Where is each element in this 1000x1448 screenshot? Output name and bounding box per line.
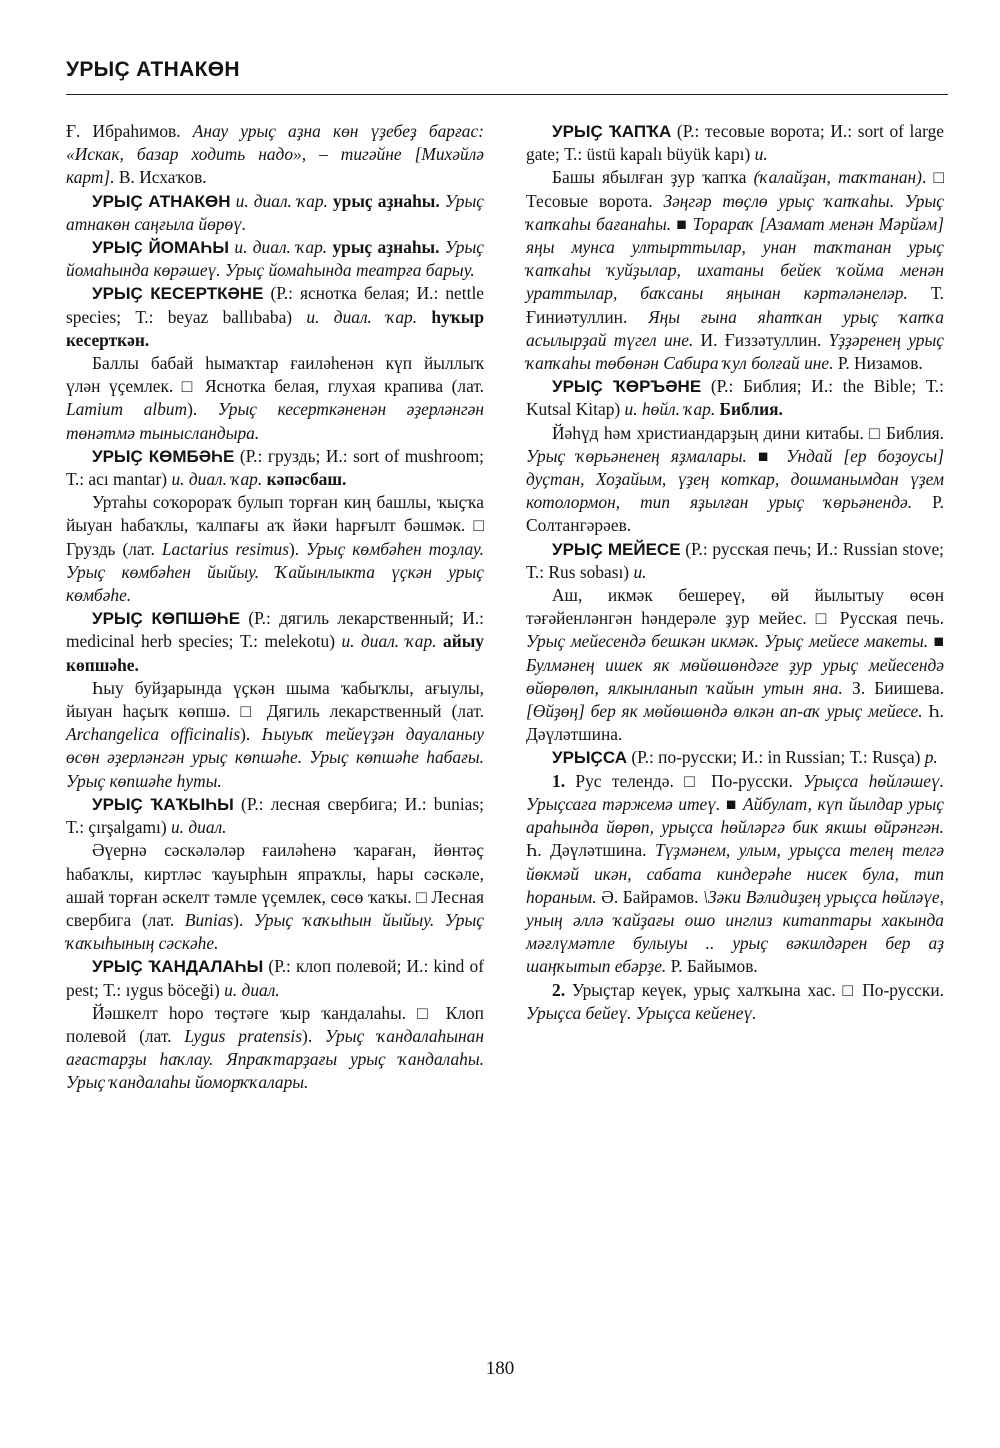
text-run: Аш, икмәк бешереү, өй йылытыу өсөн тәғәйенләнгән һәндерәле ҙур мейес. □ Русская печь. xyxy=(526,585,944,629)
italic-text: и. xyxy=(754,144,768,165)
headword: УРЫҪ ҠАПҠА xyxy=(552,122,672,141)
definition-paragraph xyxy=(526,770,944,979)
bold-reference: 1. xyxy=(552,770,566,791)
italic-text: и. диал. ҡар. xyxy=(230,190,333,211)
text-run: Һ. Дәүләтшина. xyxy=(526,840,655,861)
text-run: Башы ябылған ҙур ҡапҡа xyxy=(552,167,754,188)
headword: УРЫҪ АТНАКӨН xyxy=(92,191,231,211)
dictionary-entry xyxy=(526,746,944,769)
text-run: Рус телендә. □ По-русски. xyxy=(565,770,804,791)
dictionary-entry xyxy=(66,607,484,677)
text-run: Т. Ғиниәтуллин. xyxy=(526,283,944,327)
text-run: (Р.: лесная свербига; И.: bunias; Т.: çırşalgamı) xyxy=(66,793,484,838)
italic-text: Lygus pratensis xyxy=(184,1025,303,1046)
text-run: Әүернә сәскәләләр ғаиләһенә ҡараған, йөнтәҫ һабаҡлы, киртләс ҡауырһын япраҡлы, һары сәскәле, ашай торған әскелт тәмле үҫемлек, сөсө ҡаҡы. □ Лесная свербига (лат. xyxy=(66,840,484,930)
dictionary-entry xyxy=(66,236,484,282)
italic-text: р. xyxy=(924,747,938,768)
page-number: 180 xyxy=(485,1358,515,1379)
text-run: Баллы бабай һымаҡтар ғаиләһенән күп йыллыҡ үлән үҫемлек. □ Яснотка белая, глухая крапива (лат. xyxy=(66,353,484,397)
bold-reference: 2. xyxy=(552,979,566,1000)
text-run: (Р.: груздь; И.: sort of mushroom; Т.: acı mantar) xyxy=(66,445,484,490)
italic-text: Һыуыҡ тейеүҙән дауаланыу өсөн әҙерләнгән урыҫ көпшәһе. Урыҫ көпшәһе һабағы. Урыҫ көпшәһе һуты. xyxy=(66,724,484,791)
italic-text: и. диал. ҡар. xyxy=(171,469,267,490)
text-run: (Р.: по-русски; И.: in Russian; Т.: Rusça) xyxy=(626,747,925,768)
headword: УРЫҪ МЕЙЕСЕ xyxy=(552,539,681,559)
text-run: И. Ғиззәтуллин. xyxy=(693,329,829,350)
definition-paragraph xyxy=(526,979,944,1025)
italic-text: и. диал. xyxy=(224,979,280,1000)
italic-text: Урыҫ кесерткәненән әҙерләнгән төнәтмә тынысландыра. xyxy=(66,399,484,443)
dictionary-entry xyxy=(66,793,484,839)
italic-text: Archangelica officinalis xyxy=(66,724,241,745)
headword: УРЫҪ КӨПШӘҺЕ xyxy=(92,609,241,629)
italic-text: Lamium album xyxy=(66,399,188,420)
text-run: (Р.: клоп полевой; И.: kind of pest; Т.: ıygus böceği) xyxy=(66,956,484,1000)
text-run: ). xyxy=(302,1025,326,1046)
text-run: Урыҫтар кеүек, урыҫ халҡына хас. □ По-русски. xyxy=(565,979,944,1000)
text-run: ■ xyxy=(746,445,787,466)
text-run: ). xyxy=(288,538,307,559)
text-run: . □ Тесовые ворота. xyxy=(526,167,944,211)
italic-text: Яңы ғына яһатҡан урыҫ ҡапҡа асылырҙай түгел ине. xyxy=(526,306,944,350)
text-run: Ә. Байрамов. xyxy=(596,886,704,907)
definition-paragraph xyxy=(66,352,484,445)
italic-text: и. xyxy=(633,561,647,582)
left-column xyxy=(66,120,484,1095)
text-run: ). xyxy=(187,399,218,420)
bold-reference: урыҫ аҙнаһы. xyxy=(332,237,440,258)
bold-reference: Библия. xyxy=(719,399,783,420)
italic-text: Үҙҙәренең урыҫ ҡапҡаһы төбөнән Сабира ҡул болғай ине. xyxy=(526,329,944,374)
italic-text: \Зәки Вәлидиҙең урыҫса һөйләүе, уның әллә ҡайҙағы ошо инглиз китаптары хакында мәғлүмәтле булыуы .. урыҫ вәкилдәрен бер аҙ шаңҡытып ебәрҙе. xyxy=(526,886,945,977)
definition-paragraph xyxy=(66,839,484,955)
italic-text: Урыҫ мейесендә бешкән икмәк. Урыҫ мейесе макеты. xyxy=(526,631,929,652)
definition-paragraph xyxy=(526,422,944,538)
bold-reference: һуҡыр кесерткән. xyxy=(66,306,485,350)
text-run: (Р.: тесовые ворота; И.: sort of large gate; Т.: üstü kapalı büyük kapı) xyxy=(526,121,944,165)
headword: УРЫҪ ҠӨРЪӘНЕ xyxy=(552,377,702,397)
headword: УРЫҪ ЙОМАҺЫ xyxy=(92,238,230,258)
text-run: ). xyxy=(233,909,254,930)
dictionary-entry xyxy=(526,538,944,584)
headword: УРЫҪ ҠАҠЫҺЫ xyxy=(92,794,234,814)
text-run: Р. Низамов. xyxy=(833,353,923,374)
bold-reference: айыу көпшәһе. xyxy=(66,631,484,675)
headword: УРЫҪ ҠАНДАЛАҺЫ xyxy=(92,957,264,977)
italic-text: Урыҫ ҡандалаһынан ағастарҙы һаҡлау. Япраҡтарҙағы урыҫ ҡандалаһы. Урыҫ ҡандалаһы йоморҡҡалары. xyxy=(66,1025,484,1093)
italic-text: Lactarius resimus xyxy=(161,538,289,559)
italic-text: Зәңгәр төҫлө урыҫ ҡапҡаһы. Урыҫ ҡапҡаһы бағанаһы. xyxy=(526,190,944,234)
text-run: (Р.: яснотка белая; И.: nettle species; Т.: beyaz ballıbaba) xyxy=(66,283,484,327)
text-run: В. Исхаҡов. xyxy=(114,167,207,188)
headword: УРЫҪ КӨМБӘҺЕ xyxy=(92,446,235,466)
italic-text: Урыҫ атнакөн саңғыла йөрөү. xyxy=(66,190,484,234)
headword: УРЫҪ КЕСЕРТКӘНЕ xyxy=(92,284,264,304)
definition-paragraph xyxy=(526,166,944,375)
text-run: (Р.: дягиль лекарственный; И.: medicinal herb species; Т.: melekotu) xyxy=(66,608,484,652)
dictionary-entry xyxy=(526,120,944,166)
text-run: ). xyxy=(240,724,262,745)
italic-text: и. диал. xyxy=(170,817,227,838)
italic-text: Урыҫса бейеү. Урыҫса кейенеү. xyxy=(526,1002,757,1023)
definition-paragraph xyxy=(526,584,944,746)
italic-text: Урыҫса һөйләшеү. Урыҫсаға тәржемә итеү. xyxy=(526,770,944,814)
italic-text: (ҡалайҙан, таҡтанан) xyxy=(753,167,922,188)
right-column xyxy=(526,120,944,1025)
italic-text: [Өйҙөң] бер як мөйөшөндә өлкән ап-аҡ урыҫ мейесе. xyxy=(526,701,923,722)
italic-text: Торараҡ [Азамат менән Мәрйәм] яңы мунса ултырттылар, унан таҡтанан урыҫ ҡапҡаһы ҡуйҙылар, ихатаны бейек ҡойма менән ураттылар, баҡсаны яңынан кәртәләнеләр. xyxy=(526,213,944,304)
italic-text: Ундай [ер боҙоусы] дуҫтан, Хоҙайым, үҙең коткар, дошманымдан үҙем котолормон, тип яҙылған урыҫ ҡөрьәнендә. xyxy=(526,445,944,513)
italic-text: Урыҫ ҡаҡыһын йыйыу. Урыҫ ҡаҡыһының сәскәһе. xyxy=(66,909,484,954)
text-run: Р. Солтангәрәев. xyxy=(526,492,944,536)
header-rule xyxy=(66,94,948,95)
text-run: (Р.: Библия; И.: the Bible; Т.: Kutsal Kitap) xyxy=(526,376,944,420)
text-run: Уртаһы соҡорораҡ булып торған киң башлы, ҡыҫҡа йыуан һабаҡлы, ҡалпағы аҡ йәки һарғылт бәшмәк. □ Груздь (лат. xyxy=(66,492,484,559)
text-run: З. Биишева. xyxy=(842,677,945,698)
text-run: Һ. Дәүләтшина. xyxy=(526,701,944,745)
italic-text: Урыҫ йомаһында көрәшеү. Урыҫ йомаһында театрға барыу. xyxy=(66,237,485,281)
text-run: ■ xyxy=(720,793,744,814)
definition-paragraph xyxy=(66,677,484,793)
bold-reference: кәпәсбаш. xyxy=(266,469,347,490)
running-header: УРЫҪ АТНАКӨН xyxy=(66,58,240,81)
text-run: Һыу буйҙарында үҫкән шыма ҡабыҡлы, ағыулы, йыуан һаҫыҡ көпшә. □ Дягиль лекарственный (лат. xyxy=(66,677,484,722)
italic-text: Урыҫ ҡөрьәненең яҙмалары. xyxy=(526,445,747,466)
italic-text: и. диал. ҡар. xyxy=(341,631,443,652)
dictionary-entry xyxy=(66,282,484,352)
definition-paragraph xyxy=(66,491,484,607)
text-run: Йәһүд һәм христиандарҙың дини китабы. □ Библия. xyxy=(552,422,944,443)
italic-text: Bunias xyxy=(184,909,234,930)
headword: УРЫҪСА xyxy=(552,748,627,768)
definition-paragraph xyxy=(66,1002,484,1095)
text-run: Ғ. Ибраһимов. xyxy=(66,121,193,141)
text-run: Йәшкелт һоро төҫтәге ҡыр ҡандалаһы. □ Клоп полевой (лат. xyxy=(66,1002,484,1046)
italic-text: и. диал. ҡар. xyxy=(229,237,333,258)
italic-text: и. һөйл. ҡар. xyxy=(624,399,720,420)
dictionary-entry xyxy=(66,190,484,236)
dictionary-entry xyxy=(526,375,944,421)
continued-text xyxy=(66,120,484,190)
italic-text: Урыҫ көмбәһен тоҙлау. Урыҫ көмбәһен йыйыу. Ҡайынлыкта үҫкән урыҫ көмбәһе. xyxy=(66,538,484,606)
text-run: Р. Байымов. xyxy=(666,956,758,977)
italic-text: Түҙмәнем, улым, урыҫса телең телгә йөкмәй икән, сабата киндерәһе нисек була, тип һораным. xyxy=(526,840,944,907)
dictionary-entry xyxy=(66,955,484,1001)
text-run: ■ xyxy=(928,631,944,652)
italic-text: Айбулат, күп йылдар урыҫ араһында йөрөп, урыҫса һөйләргә бик якшы өйрәнгән. xyxy=(526,793,944,838)
italic-text: Анау урыҫ аҙна көн үҙебеҙ барғас: «Искак, базар ходить надо», – тигәйне [Михәйлә карт]. xyxy=(66,121,484,188)
text-run: (Р.: русская печь; И.: Russian stove; Т.: Rus sobası) xyxy=(526,538,945,582)
italic-text: Булмәнең ишек як мөйөшөндәге ҙур урыҫ мейесендә өйөрөлөп, ялкынланып ҡайын утын яна. xyxy=(526,654,944,698)
italic-text: и. диал. ҡар. xyxy=(306,306,432,327)
bold-reference: урыҫ аҙнаһы. xyxy=(332,190,440,211)
dictionary-entry xyxy=(66,445,484,491)
text-run: ■ xyxy=(671,213,693,234)
